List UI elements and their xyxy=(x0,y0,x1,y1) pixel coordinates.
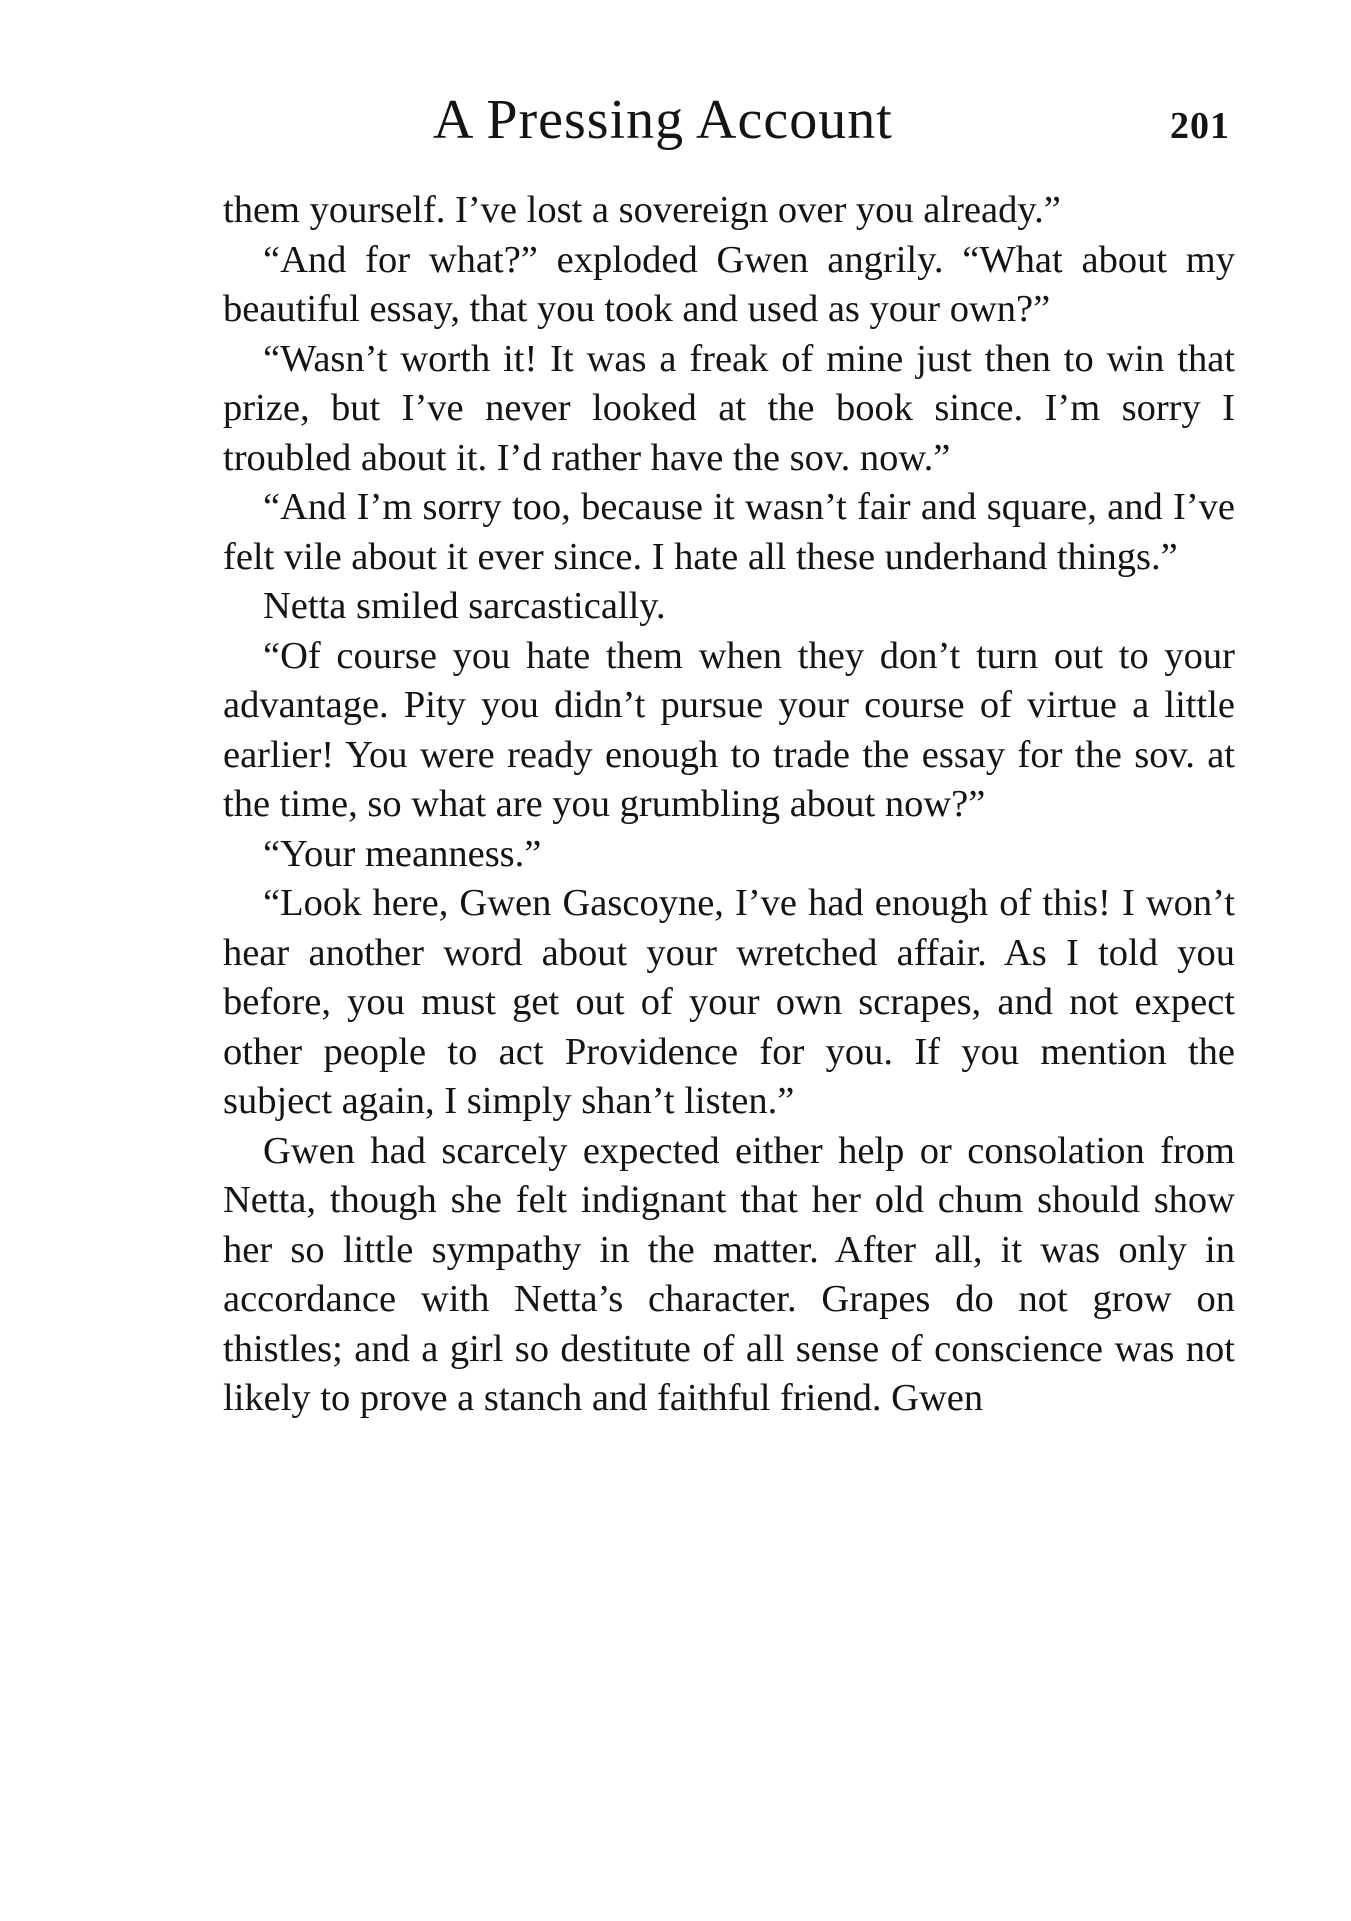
body-text xyxy=(223,186,1235,1424)
paragraph: Gwen had scarcely expected either help or consolation from Netta, though she felt indignant that her old chum should show her so little sympathy in the matter. After all, it was only in accordance with Netta’s character. Grapes do not grow on thistles; and a girl so destitute of all sense of conscience was not likely to prove a stanch and faithful friend. Gwen xyxy=(223,1129,1235,1419)
page-header xyxy=(223,80,1230,160)
paragraph: “Your meanness.” xyxy=(263,832,542,875)
paragraph: “Wasn’t worth it! It was a freak of mine just then to win that prize, but I’ve never looked at the book since. I’m sorry I troubled about it. I’d rather have the sov. now.” xyxy=(223,337,1235,479)
page-number: 201 xyxy=(1170,105,1230,147)
paragraph: “Of course you hate them when they don’t turn out to your advantage. Pity you didn’t pursue your course of virtue a little earlier! You were ready enough to trade the essay for the sov. at the time, so what are you grumbling about now?” xyxy=(223,634,1235,825)
paragraph: “Look here, Gwen Gascoyne, I’ve had enough of this! I won’t hear another word about your wretched affair. As I told you before, you must get out of your own scrapes, and not expect other people to act Providence for you. If you mention the subject again, I simply shan’t listen.” xyxy=(223,882,1235,1122)
running-title: A Pressing Account xyxy=(433,89,893,151)
paragraph: “And for what?” exploded Gwen angrily. “What about my beautiful essay, that you took and used as your own?” xyxy=(223,238,1235,330)
paragraph: “And I’m sorry too, because it wasn’t fair and square, and I’ve felt vile about it ever since. I hate all these underhand things.” xyxy=(223,486,1235,578)
paragraph: Netta smiled sarcastically. xyxy=(263,585,666,627)
paragraph: them yourself. I’ve lost a sovereign over you already.” xyxy=(223,189,1061,231)
